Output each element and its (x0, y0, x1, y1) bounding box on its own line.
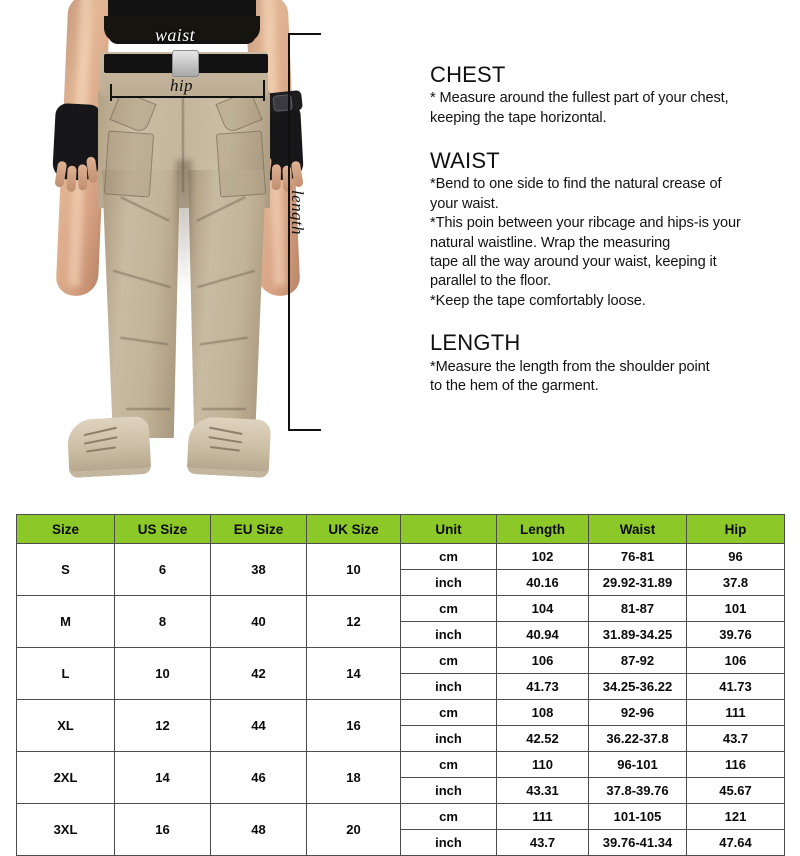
waist-section-title: WAIST (430, 148, 500, 174)
header-uk-size: UK Size (307, 515, 401, 544)
cell-length: 42.52 (497, 726, 589, 752)
cell-unit: cm (401, 804, 497, 830)
cell-length: 108 (497, 700, 589, 726)
cargo-pants (98, 40, 270, 438)
cell-unit: inch (401, 830, 497, 856)
cell-us: 8 (115, 596, 211, 648)
cell-size: XL (17, 700, 115, 752)
header-unit: Unit (401, 515, 497, 544)
cell-hip: 37.8 (687, 570, 785, 596)
waist-line-4: natural waistline. Wrap the measuring (430, 234, 671, 251)
right-cargo-pocket (216, 130, 266, 197)
cell-length: 40.94 (497, 622, 589, 648)
waist-line-3: *This poin between your ribcage and hips-is your (430, 215, 741, 232)
table-row (17, 596, 785, 622)
cell-length: 43.31 (497, 778, 589, 804)
cell-waist: 36.22-37.8 (589, 726, 687, 752)
cell-unit: cm (401, 752, 497, 778)
cell-waist: 92-96 (589, 700, 687, 726)
cell-uk: 16 (307, 700, 401, 752)
cell-eu: 46 (211, 752, 307, 804)
measuring-instructions (430, 0, 792, 505)
cell-size: 2XL (17, 752, 115, 804)
header-eu-size: EU Size (211, 515, 307, 544)
length-line-1: *Measure the length from the shoulder point (430, 358, 710, 375)
cell-length: 41.73 (497, 674, 589, 700)
cell-waist: 87-92 (589, 648, 687, 674)
cell-waist: 34.25-36.22 (589, 674, 687, 700)
waist-line-2: your waist. (430, 195, 499, 212)
cell-size: M (17, 596, 115, 648)
cell-eu: 38 (211, 544, 307, 596)
header-length: Length (497, 515, 589, 544)
cell-hip: 96 (687, 544, 785, 570)
cell-length: 104 (497, 596, 589, 622)
cell-us: 12 (115, 700, 211, 752)
cell-size: S (17, 544, 115, 596)
cell-hip: 121 (687, 804, 785, 830)
right-shoe (187, 416, 272, 478)
cell-uk: 14 (307, 648, 401, 700)
cell-hip: 41.73 (687, 674, 785, 700)
waist-measure-label: waist (155, 25, 196, 45)
cell-unit: cm (401, 596, 497, 622)
header-waist: Waist (589, 515, 687, 544)
cell-length: 110 (497, 752, 589, 778)
size-chart-table-container (16, 514, 784, 856)
cell-hip: 47.64 (687, 830, 785, 856)
table-row (17, 648, 785, 674)
cell-us: 16 (115, 804, 211, 856)
waist-line-6: parallel to the floor. (430, 273, 552, 290)
length-measure-tick-top (288, 33, 321, 35)
pants-right-leg (188, 170, 266, 438)
cell-waist: 31.89-34.25 (589, 622, 687, 648)
cell-size: L (17, 648, 115, 700)
table-row (17, 700, 785, 726)
cell-waist: 37.8-39.76 (589, 778, 687, 804)
pants-left-leg (102, 170, 180, 438)
cell-hip: 43.7 (687, 726, 785, 752)
cell-size: 3XL (17, 804, 115, 856)
cell-unit: cm (401, 648, 497, 674)
waist-line-5: tape all the way around your waist, keeping it (430, 254, 717, 271)
chest-section-body (430, 89, 792, 128)
length-section-body (430, 358, 792, 397)
hip-measure-tick-right (263, 80, 265, 101)
cell-length: 106 (497, 648, 589, 674)
cell-eu: 48 (211, 804, 307, 856)
cell-uk: 10 (307, 544, 401, 596)
cell-hip: 39.76 (687, 622, 785, 648)
cell-waist: 101-105 (589, 804, 687, 830)
cell-unit: inch (401, 622, 497, 648)
cell-unit: inch (401, 778, 497, 804)
cell-hip: 101 (687, 596, 785, 622)
length-measure-label: length (288, 190, 307, 235)
hip-measure-tick-left (110, 84, 112, 101)
left-cargo-pocket (104, 130, 154, 197)
hip-measure-label: hip (170, 76, 193, 95)
length-line-2: to the hem of the garment. (430, 377, 599, 394)
waist-line-7: *Keep the tape comfortably loose. (430, 292, 646, 309)
table-row (17, 804, 785, 830)
cell-length: 111 (497, 804, 589, 830)
length-measure-tick-bottom (288, 429, 321, 431)
chest-line-2: keeping the tape horizontal. (430, 109, 607, 126)
chest-section-title: CHEST (430, 62, 506, 87)
cell-unit: cm (401, 700, 497, 726)
cell-unit: inch (401, 570, 497, 596)
waist-section-body (430, 175, 792, 311)
header-size: Size (17, 515, 115, 544)
cell-unit: inch (401, 726, 497, 752)
table-header-row (17, 515, 785, 544)
cell-unit: cm (401, 544, 497, 570)
cell-length: 40.16 (497, 570, 589, 596)
cell-hip: 116 (687, 752, 785, 778)
left-shoe (67, 416, 152, 478)
cell-us: 14 (115, 752, 211, 804)
header-us-size: US Size (115, 515, 211, 544)
cell-unit: inch (401, 674, 497, 700)
cell-uk: 20 (307, 804, 401, 856)
cell-hip: 45.67 (687, 778, 785, 804)
cell-length: 102 (497, 544, 589, 570)
product-photo (0, 0, 420, 505)
cell-eu: 44 (211, 700, 307, 752)
header-hip: Hip (687, 515, 785, 544)
cell-eu: 42 (211, 648, 307, 700)
size-chart-table (16, 514, 785, 856)
table-row (17, 544, 785, 570)
belt-buckle (172, 50, 199, 77)
table-row (17, 752, 785, 778)
cell-uk: 12 (307, 596, 401, 648)
cell-hip: 111 (687, 700, 785, 726)
cell-waist: 29.92-31.89 (589, 570, 687, 596)
cell-us: 6 (115, 544, 211, 596)
table-body (17, 544, 785, 856)
cell-waist: 76-81 (589, 544, 687, 570)
cell-waist: 81-87 (589, 596, 687, 622)
chest-line-1: * Measure around the fullest part of your chest, (430, 90, 729, 107)
cell-hip: 106 (687, 648, 785, 674)
cell-uk: 18 (307, 752, 401, 804)
cell-length: 43.7 (497, 830, 589, 856)
cell-us: 10 (115, 648, 211, 700)
model-left-glove (52, 103, 102, 181)
length-section-title: LENGTH (430, 330, 521, 356)
hip-measure-line (110, 96, 265, 98)
cell-eu: 40 (211, 596, 307, 648)
cell-waist: 96-101 (589, 752, 687, 778)
cell-waist: 39.76-41.34 (589, 830, 687, 856)
waist-line-1: *Bend to one side to find the natural crease of (430, 176, 722, 193)
